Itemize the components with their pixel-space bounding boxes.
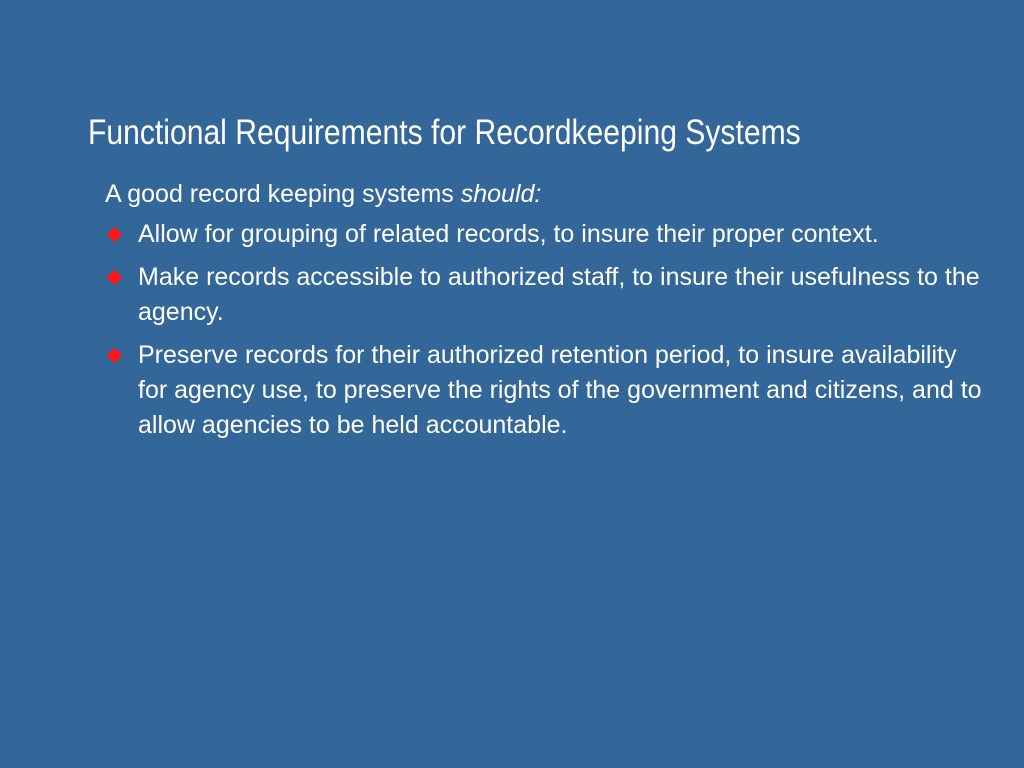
slide-title: Functional Requirements for Recordkeeping Systems — [88, 113, 801, 152]
bullet-item — [105, 260, 985, 330]
intro-emphasis: should: — [460, 180, 542, 208]
red-diamond-icon — [107, 227, 123, 243]
slide-body — [105, 177, 985, 451]
red-diamond-icon — [107, 270, 123, 286]
intro-text: A good record keeping systems — [105, 180, 461, 208]
bullet-item — [105, 338, 985, 443]
bullet-text: Make records accessible to authorized staff, to insure their usefulness to the agency. — [138, 263, 980, 326]
red-diamond-icon — [107, 348, 123, 364]
bullet-item — [105, 217, 985, 252]
intro-line — [105, 177, 985, 212]
bullet-text: Preserve records for their authorized retention period, to insure availability for agency use, to preserve the rights of the government and citizens, and to allow agencies to be held accountable. — [138, 341, 982, 439]
bullet-text: Allow for grouping of related records, to insure their proper context. — [138, 220, 879, 248]
bullet-list — [105, 217, 985, 443]
